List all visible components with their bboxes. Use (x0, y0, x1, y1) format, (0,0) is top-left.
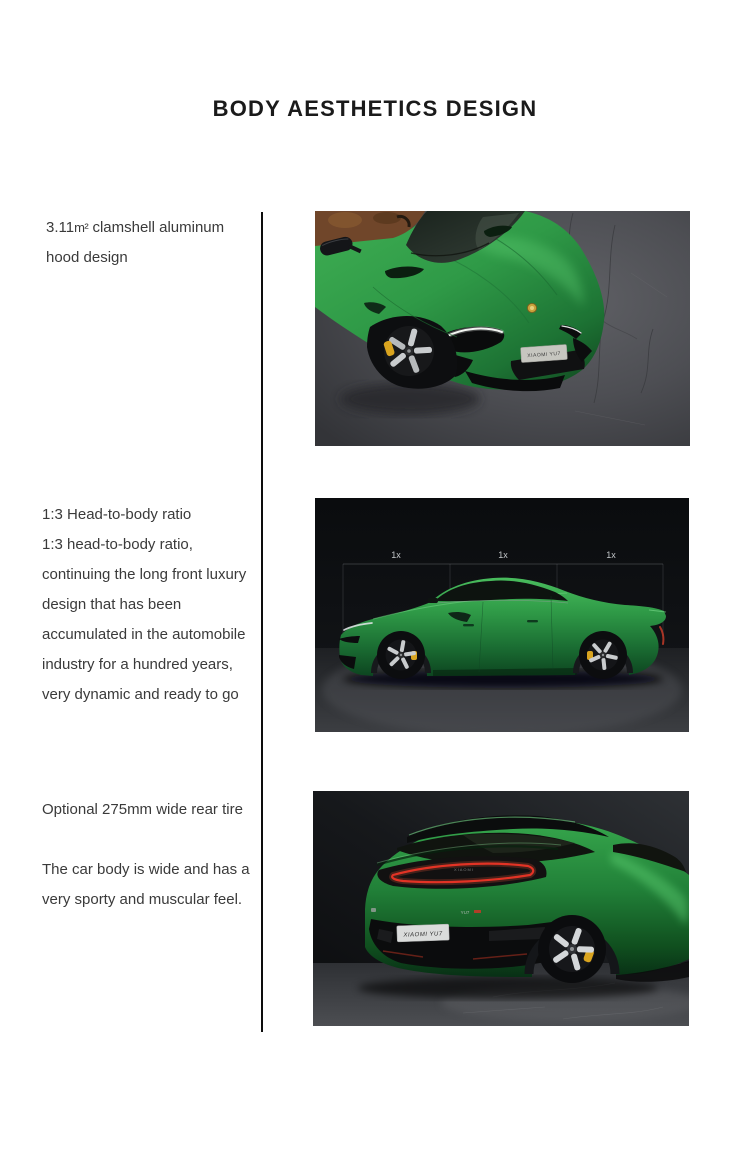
side-mirror (428, 598, 438, 603)
rear-plate-text: XIAOMI YU7 (403, 931, 443, 939)
mi-logo-inner (530, 306, 534, 310)
rear-tire-heading: Optional 275mm wide rear tire (42, 801, 243, 818)
hood-area-unit: m² (74, 220, 89, 235)
proportion-body: 1:3 head-to-body ratio, continuing the long front luxury design that has been accumulated in the automobile industry for a hundred years, very dynamic and ready to go (42, 536, 247, 703)
rear-tire-body: The car body is wide and has a very sporty and muscular feel. (42, 861, 250, 908)
page-title: BODY AESTHETICS DESIGN (212, 96, 538, 121)
caption-hood (46, 213, 241, 273)
front-top-view-illustration (315, 211, 690, 446)
car-shadow (358, 977, 658, 999)
side-profile-illustration (315, 498, 689, 732)
caption-rear-tire (42, 795, 252, 915)
image-front-top-view (315, 211, 690, 446)
taillight-brand-text: XIAOMI (453, 867, 475, 872)
front-wheel (377, 631, 425, 679)
scale-label-1: 1x (391, 550, 401, 560)
rear-wheel (579, 631, 627, 679)
door-handle-front (463, 624, 474, 626)
front-plate-text: XIAOMI YU7 (527, 350, 562, 360)
front-license-plate (520, 344, 567, 362)
tailgate-logo (371, 908, 376, 912)
image-rear-view (313, 791, 689, 1026)
rear-license-plate (397, 924, 450, 942)
rear-view-illustration (313, 791, 689, 1026)
hood-area-value: 3.11 (46, 219, 75, 236)
proportion-heading: 1:3 Head-to-body ratio (42, 506, 192, 523)
door-handle-rear (527, 620, 538, 622)
scale-label-3: 1x (606, 550, 616, 560)
interior-seat (328, 212, 362, 228)
tailgate-badge: YU7 (460, 910, 470, 915)
scale-label-2: 1x (498, 550, 508, 560)
rear-wheel (538, 915, 606, 983)
vertical-divider (261, 212, 263, 1032)
image-side-profile (315, 498, 689, 732)
tailgate-badge-accent (474, 910, 481, 913)
caption-hood-line (46, 213, 241, 273)
caption-proportion (42, 500, 252, 710)
interior-seat-2 (373, 212, 401, 224)
hood-caption-text: clamshell aluminum hood design (46, 219, 225, 266)
